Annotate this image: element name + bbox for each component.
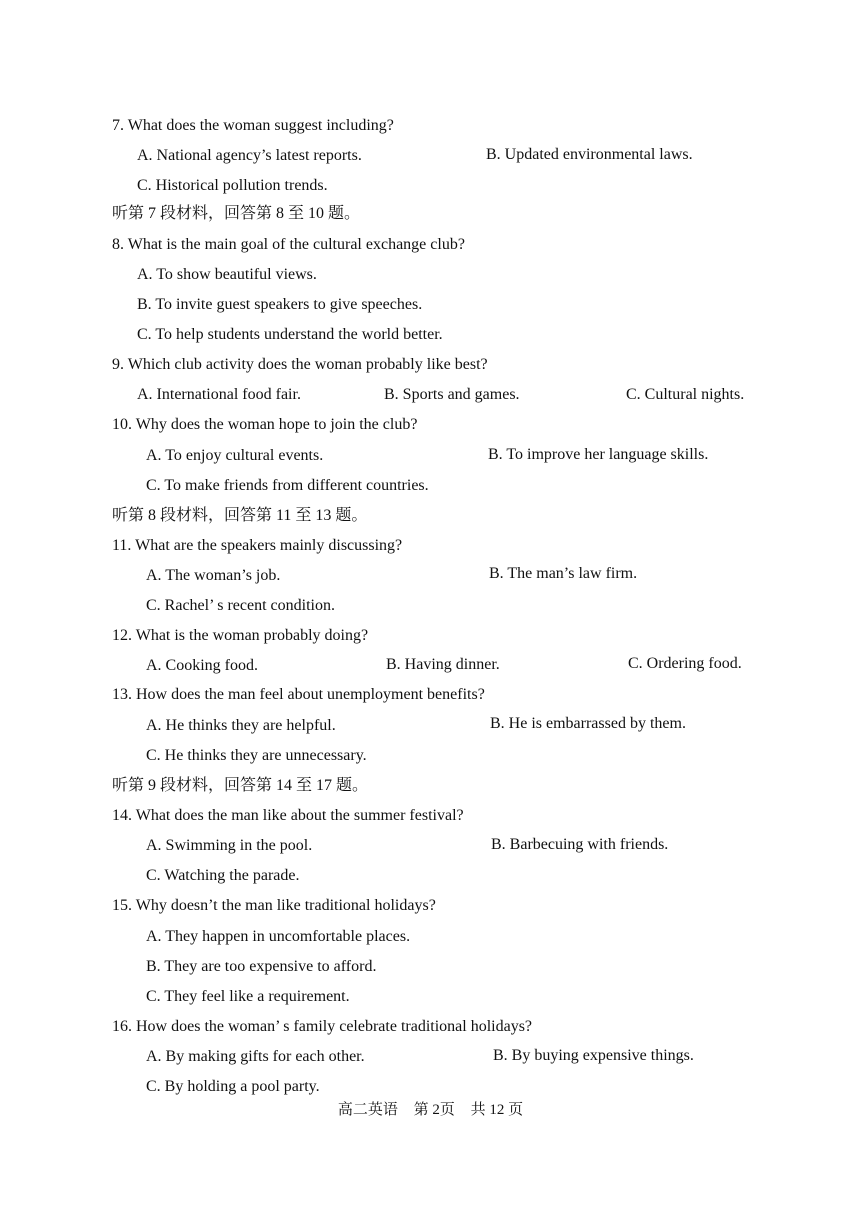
section-heading-7: 听第 7 段材料，回答第 8 至 10 题。 — [112, 205, 361, 222]
section-heading-8: 听第 8 段材料，回答第 11 至 13 题。 — [112, 507, 368, 524]
option-13a: A. He thinks they are helpful. — [146, 717, 336, 734]
option-7c: C. Historical pollution trends. — [137, 177, 328, 194]
option-11b: B. The man’s law firm. — [489, 565, 638, 582]
option-16a: A. By making gifts for each other. — [146, 1048, 365, 1065]
option-8c: C. To help students understand the world better. — [137, 326, 443, 343]
question-11: 11. What are the speakers mainly discussing? — [112, 537, 403, 554]
option-10a: A. To enjoy cultural events. — [146, 447, 324, 464]
option-10b: B. To improve her language skills. — [488, 446, 709, 463]
option-12b: B. Having dinner. — [386, 656, 500, 673]
question-7: 7. What does the woman suggest including? — [112, 117, 394, 134]
option-7a: A. National agency’s latest reports. — [137, 147, 362, 164]
option-9b: B. Sports and games. — [384, 386, 520, 403]
footer-page-number: 第 2页 — [413, 1102, 455, 1118]
question-8: 8. What is the main goal of the cultural exchange club? — [112, 236, 465, 253]
question-12: 12. What is the woman probably doing? — [112, 627, 369, 644]
question-16: 16. How does the woman’ s family celebrate traditional holidays? — [112, 1018, 533, 1035]
section-heading-9: 听第 9 段材料，回答第 14 至 17 题。 — [112, 777, 369, 794]
option-14b: B. Barbecuing with friends. — [491, 836, 669, 853]
page-footer — [0, 1100, 861, 1120]
option-7b: B. Updated environmental laws. — [486, 146, 693, 163]
option-9c: C. Cultural nights. — [626, 386, 745, 403]
option-9a: A. International food fair. — [137, 386, 301, 403]
option-14c: C. Watching the parade. — [146, 867, 300, 884]
option-11c: C. Rachel’ s recent condition. — [146, 597, 335, 614]
option-10c: C. To make friends from different countries. — [146, 477, 429, 494]
option-13c: C. He thinks they are unnecessary. — [146, 747, 367, 764]
option-8a: A. To show beautiful views. — [137, 266, 317, 283]
question-9: 9. Which club activity does the woman probably like best? — [112, 356, 488, 373]
option-12a: A. Cooking food. — [146, 657, 258, 674]
question-14: 14. What does the man like about the summer festival? — [112, 807, 464, 824]
option-15a: A. They happen in uncomfortable places. — [146, 928, 411, 945]
option-8b: B. To invite guest speakers to give speeches. — [137, 296, 423, 313]
footer-total-pages: 共 12 页 — [470, 1102, 524, 1118]
option-11a: A. The woman’s job. — [146, 567, 281, 584]
question-15: 15. Why doesn’t the man like traditional holidays? — [112, 897, 436, 914]
option-15b: B. They are too expensive to afford. — [146, 958, 377, 975]
option-12c: C. Ordering food. — [628, 655, 742, 672]
option-16c: C. By holding a pool party. — [146, 1078, 320, 1095]
option-16b: B. By buying expensive things. — [493, 1047, 694, 1064]
footer-subject: 高二英语 — [337, 1102, 398, 1118]
option-13b: B. He is embarrassed by them. — [490, 715, 686, 732]
question-10: 10. Why does the woman hope to join the club? — [112, 416, 418, 433]
option-15c: C. They feel like a requirement. — [146, 988, 350, 1005]
question-13: 13. How does the man feel about unemployment benefits? — [112, 686, 485, 703]
option-14a: A. Swimming in the pool. — [146, 837, 313, 854]
